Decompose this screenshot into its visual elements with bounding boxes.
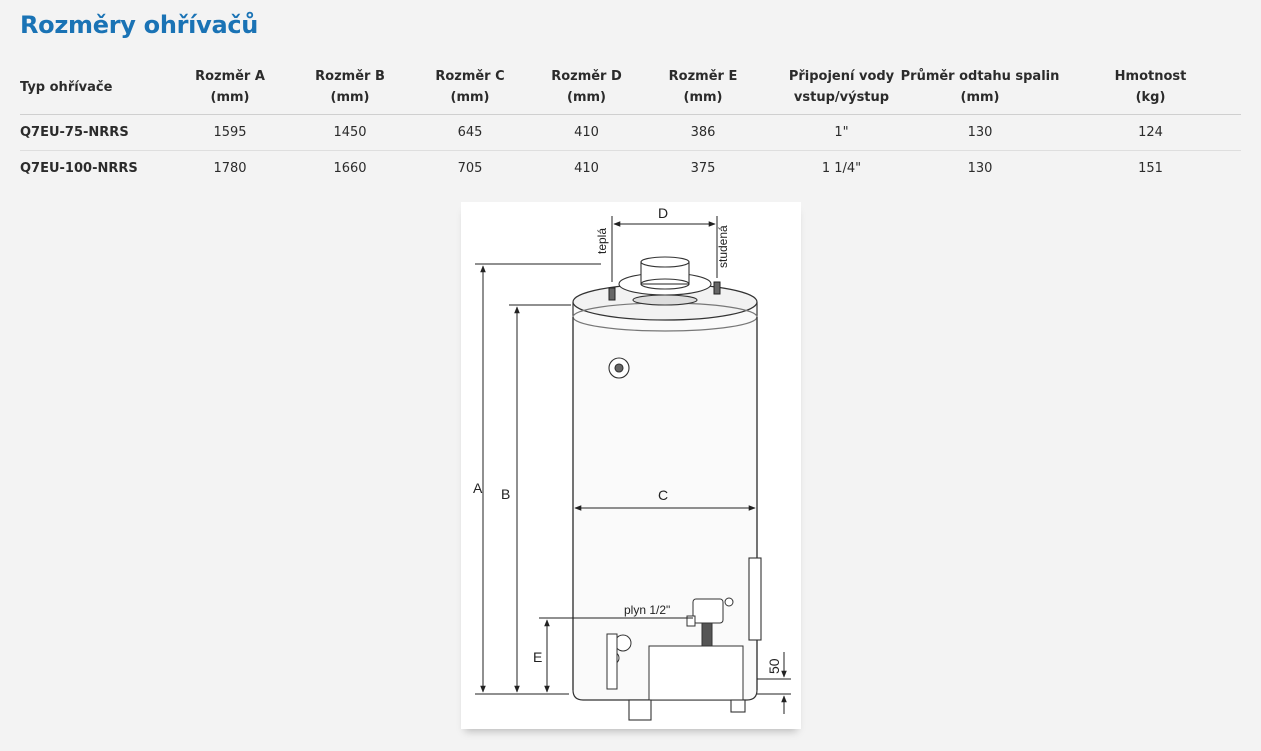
cell-model: Q7EU-75-NRRS: [20, 115, 150, 151]
header-dim-c-label: Rozměr C: [435, 69, 505, 84]
label-d: D: [658, 205, 669, 221]
header-flue-diameter: [900, 60, 1060, 115]
cell-dim-b: 1660: [333, 161, 367, 176]
label-c: C: [658, 487, 669, 503]
cell-weight: 151: [1138, 161, 1163, 176]
cell-dim-d: 410: [574, 161, 599, 176]
header-weight-unit: (kg): [1135, 90, 1166, 105]
anode-port: [609, 358, 629, 378]
cell-dim-d: 410: [550, 115, 623, 151]
header-dim-c-unit: (mm): [450, 90, 490, 105]
header-water-connection-sub: vstup/výstup: [793, 90, 890, 105]
label-b: B: [501, 486, 511, 502]
cell-flue-diameter: 130: [967, 161, 993, 176]
header-dim-a-unit: (mm): [210, 90, 250, 105]
header-type-label: Typ ohřívače: [20, 79, 113, 95]
side-panel: [749, 558, 761, 640]
header-dim-c: [390, 60, 550, 115]
header-dim-d-unit: (mm): [567, 90, 606, 105]
header-dim-d-label: Rozměr D: [551, 69, 622, 84]
cell-dim-c: 645: [390, 115, 550, 151]
label-e: E: [533, 649, 543, 665]
cell-dim-e: 375: [690, 161, 716, 176]
page-title: Rozměry ohřívačů: [20, 11, 259, 39]
table-row: [20, 151, 1241, 187]
header-weight-label: Hmotnost: [1114, 69, 1187, 84]
header-water-connection: [783, 60, 900, 115]
table-row: [20, 115, 1241, 151]
header-dim-a: [150, 60, 310, 115]
cell-dim-c: 705: [457, 161, 483, 176]
cell-dim-a: 1780: [213, 161, 247, 176]
header-dim-b-unit: (mm): [330, 90, 370, 105]
header-dim-b: [310, 60, 390, 115]
cell-water-connection: 1 1/4": [821, 161, 862, 176]
cell-dim-b: 1450: [310, 115, 390, 151]
label-hot-water: teplá: [595, 227, 609, 254]
header-flue-diameter-label: Průměr odtahu spalin: [900, 69, 1060, 84]
header-weight: [1060, 60, 1241, 115]
cell-model: Q7EU-100-NRRS: [20, 161, 138, 176]
label-a: A: [473, 480, 483, 496]
header-dim-e-label: Rozměr E: [668, 69, 738, 84]
cell-dim-a: 1595: [150, 115, 310, 151]
label-50: 50: [766, 658, 782, 674]
dimensions-table: [20, 60, 1241, 186]
header-dim-e-unit: (mm): [683, 90, 723, 105]
heater-dimension-diagram: [461, 202, 801, 729]
heater-drawing: [461, 202, 801, 729]
cell-flue-diameter: 130: [900, 115, 1060, 151]
cell-dim-e: 386: [623, 115, 783, 151]
header-water-connection-label: Připojení vody: [788, 69, 895, 84]
header-flue-diameter-unit: (mm): [960, 90, 1000, 105]
label-cold-water: studená: [716, 225, 730, 268]
header-dim-d: [550, 60, 623, 115]
header-type: [20, 60, 150, 115]
table-header-row: [20, 60, 1241, 115]
label-gas: plyn 1/2": [624, 603, 671, 617]
cell-water-connection: 1": [783, 115, 900, 151]
header-dim-a-label: Rozměr A: [195, 69, 265, 84]
tank-feet: [629, 700, 745, 720]
cell-weight: 124: [1060, 115, 1241, 151]
header-dim-b-label: Rozměr B: [315, 69, 385, 84]
header-dim-e: [623, 60, 783, 115]
